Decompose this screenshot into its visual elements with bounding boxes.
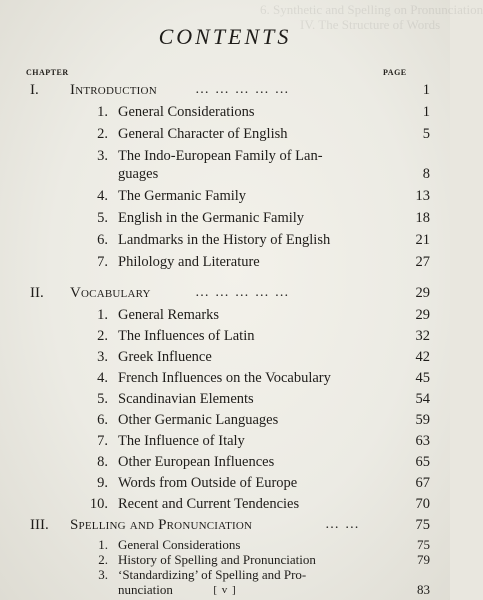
entry-title-continued: guages (118, 166, 159, 182)
entry-page-number: 79 (417, 552, 430, 567)
bleed-line-1: 6. Synthetic and Spelling on Pronunciation (260, 2, 483, 17)
entry-number: 2. (97, 126, 108, 142)
entry-title: French Influences on the Vocabulary (118, 370, 331, 386)
entry-title: General Character of English (118, 126, 288, 142)
entry-number: 8. (97, 454, 108, 470)
entry-number: 4. (97, 370, 108, 386)
toc-entry[interactable] (0, 472, 450, 494)
bleed-line-2: IV. The Structure of Words (300, 17, 441, 32)
entry-number: 7. (97, 254, 108, 270)
toc-entry[interactable] (0, 101, 450, 123)
entry-title: History of Spelling and Pronunciation (118, 552, 316, 567)
entry-title: Words from Outside of Europe (118, 475, 298, 491)
entry-page-number: 32 (415, 328, 430, 344)
entry-number: 6. (97, 232, 108, 248)
entry-page-number: 63 (415, 433, 430, 449)
entry-title: General Remarks (118, 307, 220, 323)
toc-entry[interactable] (0, 304, 450, 326)
page-footer-number: [ v ] (213, 584, 237, 596)
chapter-title: Introduction (70, 82, 157, 98)
page-title: CONTENTS (158, 24, 292, 49)
entry-page-number: 8 (422, 166, 430, 182)
toc-entry[interactable] (0, 229, 450, 251)
entry-title: General Considerations (118, 537, 241, 552)
entry-number: 1. (97, 104, 108, 120)
entry-page-number: 5 (422, 126, 430, 142)
entry-number: 7. (97, 433, 108, 449)
entry-number: 3. (98, 567, 108, 582)
entry-page-number: 29 (415, 307, 430, 323)
entry-number: 5. (97, 210, 108, 226)
entry-title: Recent and Current Tendencies (118, 496, 300, 512)
entry-title: Other European Influences (118, 454, 275, 470)
entry-title: The Influences of Latin (118, 328, 255, 344)
entry-number: 3. (97, 148, 108, 164)
entry-page-number: 27 (415, 254, 430, 270)
toc-entry[interactable] (0, 251, 450, 273)
chapter-numeral: I. (30, 82, 39, 98)
entry-page-number: 54 (415, 391, 430, 407)
entry-page-number: 83 (417, 582, 430, 597)
entry-page-number: 59 (415, 412, 430, 428)
entry-page-number: 18 (415, 210, 430, 226)
chapter-title: Vocabulary (70, 285, 151, 301)
entry-title: The Indo-European Family of Lan- (118, 148, 323, 164)
entry-number: 9. (97, 475, 108, 491)
entry-number: 10. (89, 496, 108, 512)
entry-page-number: 70 (415, 496, 430, 512)
entry-title: ‘Standardizing’ of Spelling and Pro- (118, 567, 307, 582)
entry-title: Landmarks in the History of English (118, 232, 331, 248)
toc-entry[interactable] (0, 430, 450, 452)
entry-number: 2. (97, 328, 108, 344)
entry-title-continued: nunciation (118, 582, 173, 597)
entry-title: Scandinavian Elements (118, 391, 254, 407)
entry-page-number: 65 (415, 454, 430, 470)
toc-entry[interactable] (0, 451, 450, 473)
toc-entry[interactable] (0, 346, 450, 368)
toc-entry[interactable] (0, 388, 450, 410)
entry-page-number: 45 (415, 370, 430, 386)
toc-entry[interactable] (0, 493, 450, 515)
chapter-numeral: II. (30, 285, 44, 301)
toc-entry[interactable] (0, 325, 450, 347)
entry-number: 4. (97, 188, 108, 204)
entry-page-number: 1 (422, 104, 430, 120)
chapter-row-3[interactable] (0, 514, 450, 536)
page-column-label: PAGE (383, 68, 407, 77)
entry-title: English in the Germanic Family (118, 210, 305, 226)
chapter-title: Spelling and Pronunciation (70, 517, 253, 533)
entry-page-number: 42 (415, 349, 430, 365)
entry-number: 1. (98, 537, 108, 552)
chapter-row-1[interactable] (0, 79, 450, 101)
chapter-page-number: 29 (415, 285, 430, 301)
toc-entry[interactable] (0, 185, 450, 207)
entry-page-number: 21 (415, 232, 430, 248)
entry-title: Greek Influence (118, 349, 212, 365)
entry-page-number: 13 (415, 188, 430, 204)
chapter-page-number: 1 (422, 82, 430, 98)
entry-title: General Considerations (118, 104, 255, 120)
toc-entry-continued[interactable] (0, 163, 450, 185)
entry-title: The Influence of Italy (118, 433, 245, 449)
entry-number: 3. (97, 349, 108, 365)
entry-title: Other Germanic Languages (118, 412, 279, 428)
entry-title: The Germanic Family (118, 188, 247, 204)
chapter-numeral: III. (30, 517, 49, 533)
toc-entry[interactable] (0, 123, 450, 145)
toc-entry[interactable] (0, 367, 450, 389)
entry-page-number: 67 (415, 475, 430, 491)
toc-entry[interactable] (0, 409, 450, 431)
chapter-row-2[interactable] (0, 282, 450, 304)
toc-entry-continued[interactable] (0, 581, 450, 599)
entry-number: 5. (97, 391, 108, 407)
chapter-page-number: 75 (415, 517, 430, 533)
entry-page-number: 75 (417, 537, 430, 552)
toc-entry[interactable] (0, 207, 450, 229)
entry-number: 1. (97, 307, 108, 323)
chapter-column-label: CHAPTER (26, 68, 69, 77)
entry-title: Philology and Literature (118, 254, 260, 270)
leader-dots: … … (325, 517, 361, 532)
entry-number: 2. (98, 552, 108, 567)
leader-dots: … … … … … (195, 285, 290, 300)
entry-number: 6. (97, 412, 108, 428)
leader-dots: … … … … … (195, 82, 290, 97)
